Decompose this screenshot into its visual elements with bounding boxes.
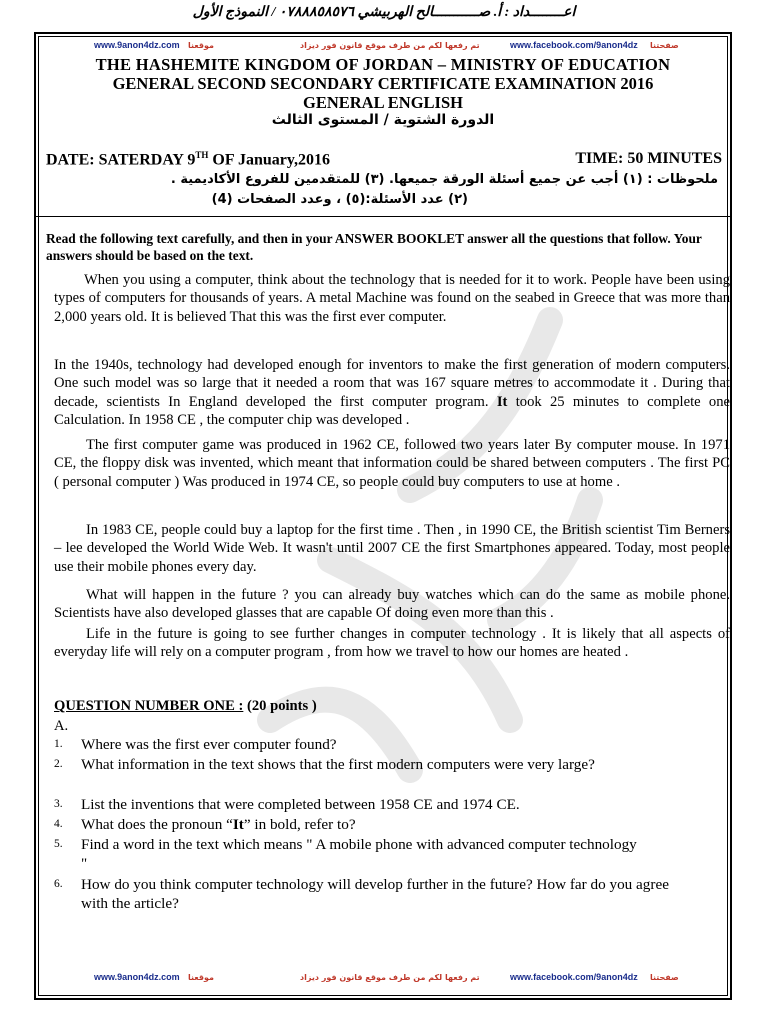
bold-it: It	[496, 393, 508, 410]
website-link-top[interactable]: www.9anon4dz.com	[94, 40, 180, 50]
exam-header-subject: GENERAL ENGLISH	[302, 93, 463, 112]
question-text: Find a word in the text which means " A mobile phone with advanced computer technology "	[81, 836, 637, 872]
website-link-bottom[interactable]: www.9anon4dz.com	[94, 972, 180, 982]
website-label-top: موقعنا	[188, 41, 214, 50]
question-text: How do you think computer technology will develop further in the future? How far do you agree with the article?	[81, 876, 669, 912]
exam-header-title: GENERAL SECOND SECONDARY CERTIFICATE EXAMINATION 2016	[112, 74, 654, 93]
facebook-label-bottom: صفحتنا	[650, 973, 679, 982]
passage-paragraph-3: The first computer game was produced in 1962 CE, followed two years later By computer mouse. In 1971 CE, the floppy disk was invented, which meant that information could be shared between computers . The first PC ( personal computer ) Was produced in 1974 CE, so people could buy computers to use at home .	[54, 437, 730, 490]
facebook-link-bottom[interactable]: www.facebook.com/9anon4dz	[510, 972, 638, 982]
question-text: What information in the text shows that the first modern computers were very large?	[81, 756, 595, 773]
upload-note-bottom: تم رفعها لكم من طرف موقع قانون فور ديزاد	[300, 973, 480, 982]
passage-paragraph-1: When you using a computer, think about the technology that is needed for it to work. People have been using types of computers for thousands of years. A metal Machine was found on the seabed in Greece that was more than 2,000 years old. It is believed That this was the first ever computer.	[54, 272, 730, 325]
question-number: 1.	[54, 738, 63, 750]
exam-header-ministry: THE HASHEMITE KINGDOM OF JORDAN – MINISTRY OF EDUCATION	[95, 55, 671, 74]
question-heading: QUESTION NUMBER ONE : (20 points )	[54, 698, 317, 714]
question-number: 2.	[54, 758, 63, 770]
exam-time: TIME: 50 MINUTES	[575, 150, 722, 167]
passage-paragraph-4: In 1983 CE, people could buy a laptop for the first time . Then , in 1990 CE, the British scientist Tim Berners – lee developed the World Wide Web. It wasn't until 2007 CE the first Smartphones appeared. Today, most people use their mobile phones every day.	[54, 522, 730, 575]
passage-paragraph-2: In the 1940s, technology had developed enough for inventors to make the first generation of modern computers. One such model was so large that it needed a room that was 167 square metres to accommodate it . During that decade, scientists In England developed the first computer program. It took 25 minutes to complete one Calculation. In 1958 CE , the computer chip was developed .	[54, 357, 730, 429]
question-number: 3.	[54, 798, 63, 810]
question-number: 5.	[54, 838, 63, 850]
preparer-line: اعــــــــداد : أ. صـــــــــــالح الهربيشي ٠٧٨٨٨٥٨٥٧٦ / النموذج الأول	[192, 5, 576, 20]
question-text: List the inventions that were completed between 1958 CE and 1974 CE.	[81, 796, 520, 813]
passage-paragraph-5: What will happen in the future ? you can already buy watches which can do the same as mobile phone. Scientists have also developed glasses that are capable Of doing even more than this .	[54, 587, 730, 622]
exam-header-session: الدورة الشتوية / المستوى الثالث	[271, 112, 495, 128]
header-divider	[36, 216, 730, 217]
question-number: 6.	[54, 878, 63, 890]
question-text: What does the pronoun “It” in bold, refer to?	[81, 816, 356, 833]
exam-date: DATE: SATERDAY 9TH OF January,2016	[46, 150, 331, 169]
question-number: 4.	[54, 818, 63, 830]
website-label-bottom: موقعنا	[188, 973, 214, 982]
reading-instructions: Read the following text carefully, and then in your ANSWER BOOKLET answer all the questions that follow. Your answers should be based on the text.	[46, 231, 702, 263]
facebook-label-top: صفحتنا	[650, 41, 679, 50]
facebook-link-top[interactable]: www.facebook.com/9anon4dz	[510, 40, 638, 50]
upload-note-top: تم رفعها لكم من طرف موقع قانون فور ديزاد	[300, 41, 480, 50]
exam-notes-line1: ملحوظات : (١) أجب عن جميع أسئلة الورقة جميعها. (٣) للمتقدمين للفروع الأكاديمية .	[170, 172, 718, 187]
question-section-a: A.	[54, 718, 69, 734]
passage-paragraph-6: Life in the future is going to see further changes in computer technology . It is likely that all aspects of everyday life will rely on a computer program , from how we travel to how our homes are heated .	[54, 626, 730, 661]
question-text: Where was the first ever computer found?	[81, 736, 337, 753]
exam-notes-line2: (٢) عدد الأسئلة:(٥) ، وعدد الصفحات (4)	[211, 192, 468, 207]
